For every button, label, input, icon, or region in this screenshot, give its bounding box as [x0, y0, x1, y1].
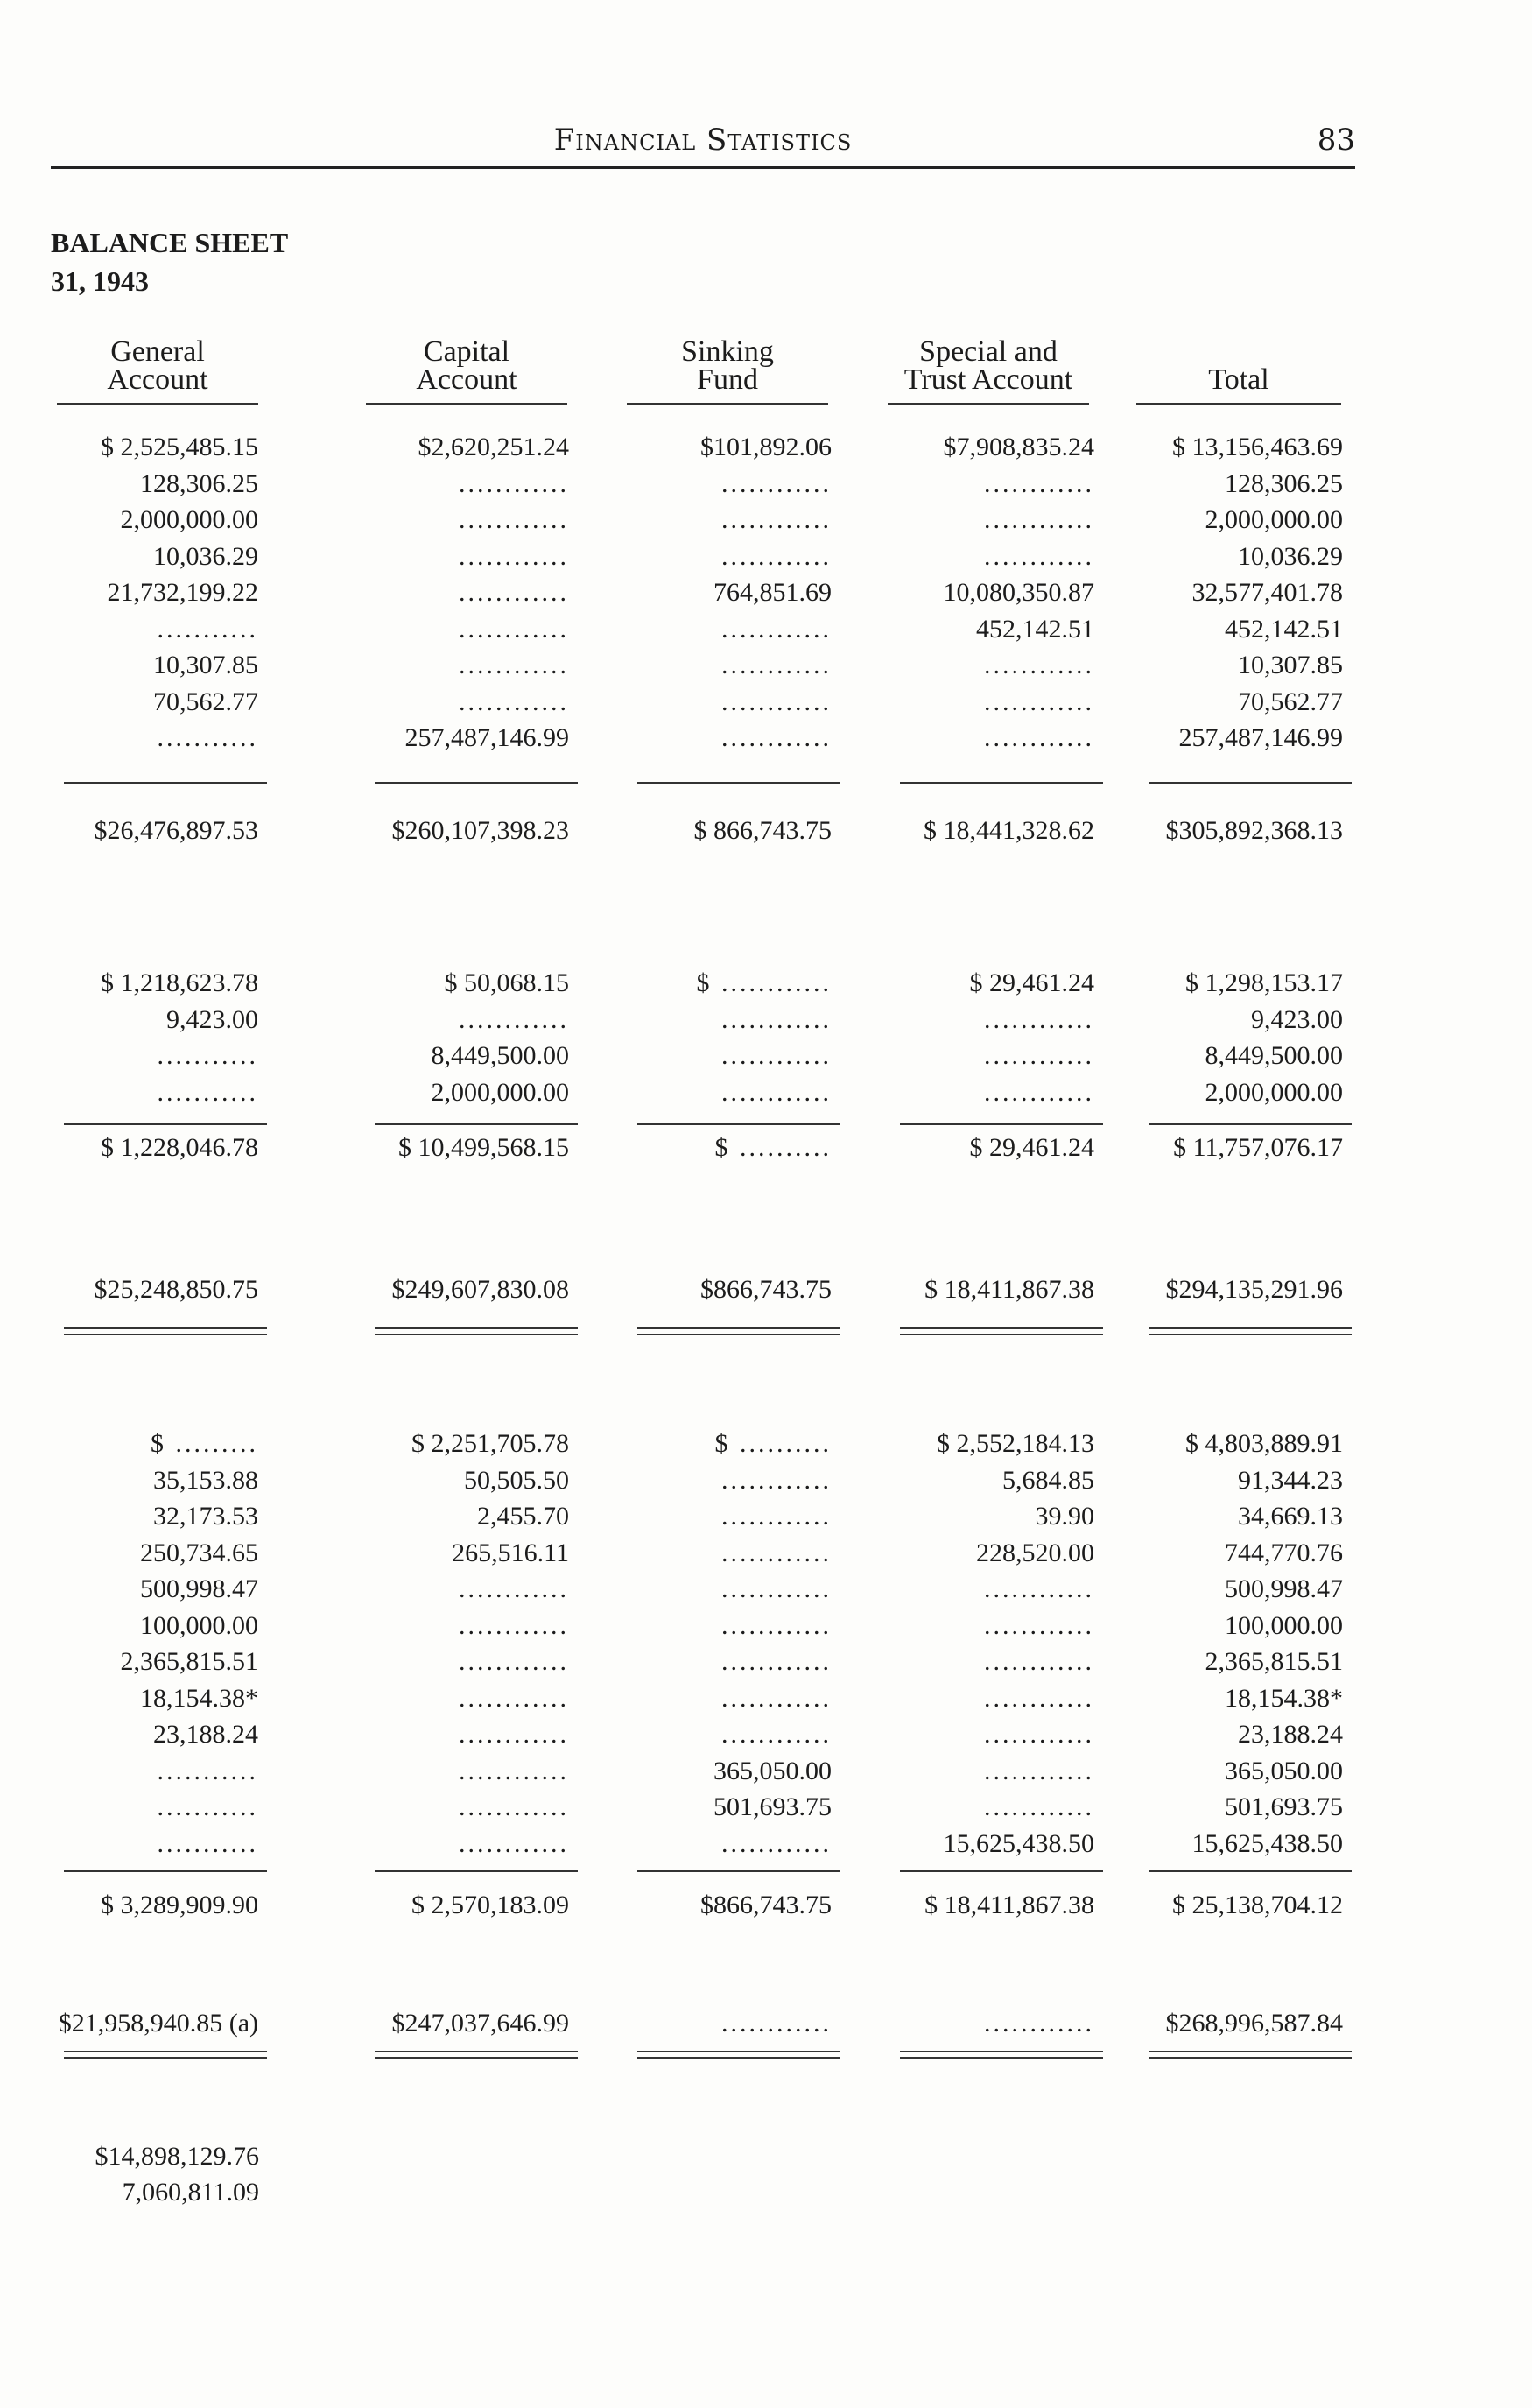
- liability-row-general: 100,000.00: [140, 1610, 258, 1640]
- deduction-row-capital: 8,449,500.00: [431, 1041, 569, 1070]
- deductions-total-total: $ 11,757,076.17: [1173, 1133, 1343, 1162]
- asset-row-capital: ............: [459, 686, 569, 716]
- assets-total-special-trust: $ 18,441,328.62: [924, 816, 1094, 845]
- net-assets-capital: $249,607,830.08: [391, 1275, 569, 1304]
- liability-row-total: 501,693.75: [1225, 1792, 1343, 1821]
- liability-row-sinking: ............: [721, 1828, 832, 1858]
- surplus-double-rule-sinking: [637, 2051, 840, 2059]
- assets-total-general: $26,476,897.53: [94, 816, 258, 845]
- asset-row-capital: 257,487,146.99: [404, 723, 569, 752]
- deduction-row-general: ...........: [157, 1077, 258, 1107]
- liability-row-sinking: ............: [721, 1538, 832, 1567]
- liabilities-total-general: $ 3,289,909.90: [101, 1890, 258, 1919]
- deduction-row-general: 9,423.00: [166, 1004, 258, 1034]
- deduction-row-total: $ 1,298,153.17: [1185, 968, 1343, 997]
- asset-row-special-trust: ............: [984, 505, 1094, 534]
- assets-subtotal-rule-total: [1149, 782, 1352, 784]
- asset-row-sinking: ............: [721, 468, 832, 498]
- deduction-row-total: 2,000,000.00: [1205, 1077, 1343, 1107]
- surplus-sinking: ............: [721, 2009, 832, 2038]
- asset-row-total: 452,142.51: [1225, 614, 1343, 644]
- deduction-row-sinking: ............: [721, 1077, 832, 1107]
- liability-row-general: 35,153.88: [153, 1465, 258, 1495]
- liability-row-total: 744,770.76: [1225, 1538, 1343, 1567]
- net-double-rule-special-trust: [900, 1327, 1103, 1335]
- liability-row-special-trust: 15,625,438.50: [943, 1828, 1094, 1858]
- surplus-breakdown-line-1: $14,898,129.76: [95, 2142, 259, 2171]
- liability-row-capital: 265,516.11: [452, 1538, 569, 1567]
- assets-subtotal-rule-special-trust: [900, 782, 1103, 784]
- liability-row-general: 250,734.65: [140, 1538, 258, 1567]
- asset-row-general: 10,307.85: [153, 651, 258, 679]
- liability-row-sinking: ............: [721, 1502, 832, 1531]
- liability-row-capital: ............: [459, 1647, 569, 1676]
- liability-row-capital: ............: [459, 1574, 569, 1603]
- surplus-double-rule-special-trust: [900, 2051, 1103, 2059]
- asset-row-special-trust: ............: [984, 723, 1094, 752]
- asset-row-special-trust: ............: [984, 686, 1094, 716]
- surplus-double-rule-general: [64, 2051, 267, 2059]
- page-number: 83: [1317, 123, 1355, 158]
- deductions-total-sinking: $ ..........: [714, 1133, 832, 1162]
- liability-row-capital: ............: [459, 1792, 569, 1821]
- surplus-capital: $247,037,646.99: [391, 2009, 569, 2038]
- net-assets-general: $25,248,850.75: [94, 1275, 258, 1304]
- liabilities-total-special-trust: $ 18,411,867.38: [924, 1890, 1094, 1919]
- asset-row-sinking: ............: [721, 541, 832, 571]
- liability-row-sinking: ............: [721, 1683, 832, 1713]
- liability-row-sinking: ............: [721, 1720, 832, 1749]
- net-assets-total: $294,135,291.96: [1165, 1275, 1343, 1304]
- liabilities-total-capital: $ 2,570,183.09: [411, 1890, 569, 1919]
- asset-row-total: 2,000,000.00: [1205, 505, 1343, 534]
- liabilities-subtotal-rule-total: [1149, 1870, 1352, 1872]
- deduction-row-total: 9,423.00: [1251, 1004, 1343, 1034]
- assets-total-sinking: $ 866,743.75: [693, 816, 832, 845]
- liability-row-sinking: ............: [721, 1647, 832, 1676]
- deduction-row-sinking: ............: [721, 1004, 832, 1034]
- liability-row-general: 23,188.24: [153, 1720, 258, 1749]
- net-double-rule-sinking: [637, 1327, 840, 1335]
- liability-row-sinking: 501,693.75: [713, 1792, 832, 1821]
- asset-row-capital: ............: [459, 505, 569, 534]
- assets-subtotal-rule-general: [64, 782, 267, 784]
- liabilities-subtotal-rule-general: [64, 1870, 267, 1872]
- liability-row-capital: ............: [459, 1683, 569, 1713]
- asset-row-special-trust: $7,908,835.24: [943, 433, 1094, 461]
- surplus-breakdown: [53, 2138, 259, 2210]
- liability-row-general: $ .........: [151, 1429, 258, 1458]
- deductions-subtotal-rule-capital: [375, 1123, 578, 1125]
- asset-row-capital: ............: [459, 468, 569, 498]
- liability-row-general: 18,154.38*: [140, 1683, 258, 1713]
- liability-row-sinking: ............: [721, 1574, 832, 1603]
- liability-row-total: 500,998.47: [1225, 1574, 1343, 1603]
- liability-row-sinking: $ ..........: [714, 1429, 832, 1458]
- asset-row-sinking: $101,892.06: [700, 433, 832, 461]
- assets-subtotal-rule-capital: [375, 782, 578, 784]
- column-header-special-trust: Special and Trust Account: [888, 338, 1089, 394]
- liabilities-total-sinking: $866,743.75: [700, 1890, 832, 1919]
- deduction-row-special-trust: $ 29,461.24: [969, 968, 1094, 997]
- liability-row-sinking: 365,050.00: [713, 1756, 832, 1785]
- asset-row-general: 2,000,000.00: [120, 505, 258, 534]
- assets-total-capital: $260,107,398.23: [391, 816, 569, 845]
- deduction-row-general: ...........: [157, 1041, 258, 1070]
- asset-row-special-trust: ............: [984, 468, 1094, 498]
- asset-row-total: 10,036.29: [1238, 541, 1343, 571]
- deduction-row-special-trust: ............: [984, 1004, 1094, 1034]
- surplus-double-rule-capital: [375, 2051, 578, 2059]
- asset-row-sinking: ............: [721, 723, 832, 752]
- liability-row-special-trust: 5,684.85: [1002, 1465, 1094, 1495]
- liability-row-capital: ............: [459, 1610, 569, 1640]
- title-line-1: BALANCE SHEET: [51, 227, 289, 258]
- asset-row-capital: ............: [459, 651, 569, 679]
- deduction-row-total: 8,449,500.00: [1205, 1041, 1343, 1070]
- asset-row-capital: ............: [459, 541, 569, 571]
- net-assets-special-trust: $ 18,411,867.38: [924, 1275, 1094, 1304]
- liability-row-general: 2,365,815.51: [120, 1647, 258, 1676]
- asset-row-total: $ 13,156,463.69: [1172, 433, 1343, 461]
- column-header-total: Total: [1136, 338, 1341, 394]
- deductions-subtotal-rule-total: [1149, 1123, 1352, 1125]
- surplus-breakdown-line-2: 7,060,811.09: [122, 2178, 259, 2207]
- asset-row-general: 128,306.25: [140, 468, 258, 498]
- liability-row-special-trust: ............: [984, 1756, 1094, 1785]
- liability-row-special-trust: ............: [984, 1792, 1094, 1821]
- deductions-total-general: $ 1,228,046.78: [101, 1133, 258, 1162]
- asset-row-general: 21,732,199.22: [107, 578, 258, 607]
- asset-row-total: 257,487,146.99: [1178, 723, 1343, 752]
- liability-row-capital: ............: [459, 1828, 569, 1858]
- liability-row-capital: $ 2,251,705.78: [411, 1429, 569, 1458]
- liability-row-special-trust: ............: [984, 1574, 1094, 1603]
- liability-row-general: ...........: [157, 1792, 258, 1821]
- liabilities-subtotal-rule-special-trust: [900, 1870, 1103, 1872]
- liability-row-special-trust: $ 2,552,184.13: [937, 1429, 1094, 1458]
- liability-row-special-trust: ............: [984, 1647, 1094, 1676]
- liability-row-capital: ............: [459, 1756, 569, 1785]
- liability-row-general: ...........: [157, 1756, 258, 1785]
- deductions-total-capital: $ 10,499,568.15: [398, 1133, 569, 1162]
- asset-row-total: 10,307.85: [1238, 651, 1343, 679]
- liability-row-special-trust: ............: [984, 1683, 1094, 1713]
- liability-row-capital: 2,455.70: [477, 1502, 569, 1531]
- liabilities-total-total: $ 25,138,704.12: [1172, 1890, 1343, 1919]
- liability-row-capital: 50,505.50: [464, 1465, 569, 1495]
- deduction-row-capital: $ 50,068.15: [444, 968, 569, 997]
- liability-row-total: 91,344.23: [1238, 1465, 1343, 1495]
- asset-row-total: 128,306.25: [1225, 468, 1343, 498]
- column-header-general: General Account: [57, 338, 258, 394]
- liability-row-special-trust: 228,520.00: [976, 1538, 1094, 1567]
- deduction-row-general: $ 1,218,623.78: [101, 968, 258, 997]
- asset-row-sinking: 764,851.69: [713, 578, 832, 607]
- surplus-double-rule-total: [1149, 2051, 1352, 2059]
- liability-row-general: 500,998.47: [140, 1574, 258, 1603]
- column-header-sinking: Sinking Fund: [627, 338, 828, 394]
- liability-row-total: 15,625,438.50: [1191, 1828, 1343, 1858]
- deduction-row-sinking: ............: [721, 1041, 832, 1070]
- page-running-title: Financial Statistics: [553, 123, 853, 158]
- asset-row-sinking: ............: [721, 651, 832, 679]
- surplus-special-trust: ............: [984, 2009, 1094, 2038]
- deductions-total-special-trust: $ 29,461.24: [969, 1133, 1094, 1162]
- liabilities-subtotal-rule-capital: [375, 1870, 578, 1872]
- liability-row-total: 365,050.00: [1225, 1756, 1343, 1785]
- liability-row-total: 2,365,815.51: [1205, 1647, 1343, 1676]
- liability-row-total: 100,000.00: [1225, 1610, 1343, 1640]
- liability-row-special-trust: 39.90: [1035, 1502, 1094, 1531]
- liability-row-total: $ 4,803,889.91: [1185, 1429, 1343, 1458]
- asset-row-sinking: ............: [721, 686, 832, 716]
- deductions-subtotal-rule-sinking: [637, 1123, 840, 1125]
- net-double-rule-general: [64, 1327, 267, 1335]
- net-double-rule-total: [1149, 1327, 1352, 1335]
- asset-row-general: 70,562.77: [153, 686, 258, 716]
- assets-subtotal-rule-sinking: [637, 782, 840, 784]
- asset-row-general: ...........: [157, 723, 258, 752]
- liability-row-general: 32,173.53: [153, 1502, 258, 1531]
- liability-row-total: 34,669.13: [1238, 1502, 1343, 1531]
- liability-row-special-trust: ............: [984, 1610, 1094, 1640]
- liability-row-special-trust: ............: [984, 1720, 1094, 1749]
- liability-row-total: 23,188.24: [1238, 1720, 1343, 1749]
- liability-row-sinking: ............: [721, 1610, 832, 1640]
- asset-row-general: $ 2,525,485.15: [101, 433, 258, 461]
- asset-row-special-trust: ............: [984, 651, 1094, 679]
- asset-row-special-trust: 452,142.51: [976, 614, 1094, 644]
- surplus-general: $21,958,940.85 (a): [58, 2009, 258, 2038]
- net-assets-sinking: $866,743.75: [700, 1275, 832, 1304]
- deduction-row-capital: 2,000,000.00: [431, 1077, 569, 1107]
- net-double-rule-capital: [375, 1327, 578, 1335]
- liability-row-total: 18,154.38*: [1225, 1683, 1343, 1713]
- assets-total-total: $305,892,368.13: [1165, 816, 1343, 845]
- deductions-subtotal-rule-special-trust: [900, 1123, 1103, 1125]
- balance-sheet-title: [51, 223, 288, 300]
- deduction-row-special-trust: ............: [984, 1041, 1094, 1070]
- asset-row-capital: ............: [459, 578, 569, 607]
- asset-row-general: 10,036.29: [153, 541, 258, 571]
- title-line-2: 31, 1943: [51, 265, 149, 297]
- column-header-capital: Capital Account: [366, 338, 567, 394]
- asset-row-total: 32,577,401.78: [1191, 578, 1343, 607]
- asset-row-general: ...........: [157, 614, 258, 644]
- asset-row-sinking: ............: [721, 505, 832, 534]
- deduction-row-capital: ............: [459, 1004, 569, 1034]
- page-header: [51, 121, 1355, 169]
- asset-row-total: 70,562.77: [1238, 686, 1343, 716]
- liability-row-sinking: ............: [721, 1465, 832, 1495]
- liability-row-general: ...........: [157, 1828, 258, 1858]
- deduction-row-sinking: $ ............: [696, 968, 832, 997]
- asset-row-special-trust: 10,080,350.87: [943, 578, 1094, 607]
- deduction-row-special-trust: ............: [984, 1077, 1094, 1107]
- deductions-subtotal-rule-general: [64, 1123, 267, 1125]
- asset-row-capital: $2,620,251.24: [418, 433, 569, 461]
- asset-row-capital: ............: [459, 614, 569, 644]
- asset-row-special-trust: ............: [984, 541, 1094, 571]
- surplus-total: $268,996,587.84: [1165, 2009, 1343, 2038]
- liabilities-subtotal-rule-sinking: [637, 1870, 840, 1872]
- asset-row-sinking: ............: [721, 614, 832, 644]
- liability-row-capital: ............: [459, 1720, 569, 1749]
